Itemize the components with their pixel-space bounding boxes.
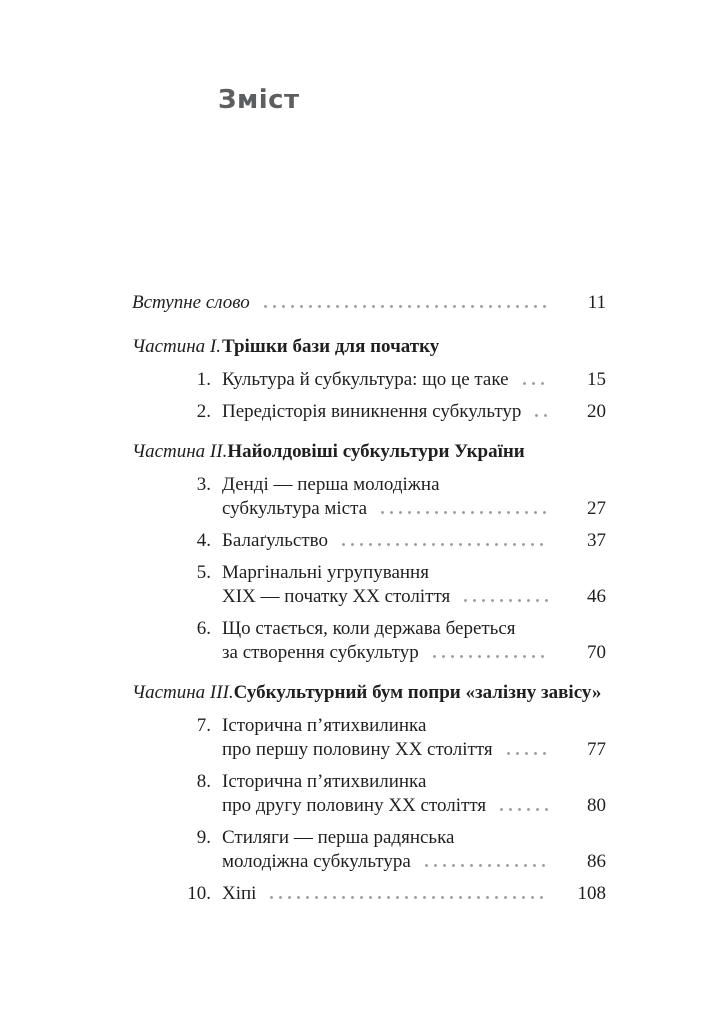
chapter-text: Маргінальні угрупування [222,562,429,583]
chapter-text: про першу половину XX століття [222,739,493,760]
chapter-number: 3. [196,474,211,495]
chapter-text: Хіпі [222,883,257,904]
chapter-text: XIX — початку XX століття [222,586,451,607]
toc-entry [132,617,606,665]
part-label: Частина II. [132,441,228,462]
page-number: 37 [587,530,606,551]
toc-entry [132,368,606,392]
dotted-leader [520,368,548,392]
page-number: 70 [587,642,606,663]
chapter-text: за створення субкультур [222,642,419,663]
toc-entry [132,882,606,906]
dotted-leader [461,585,548,609]
toc-entry [132,561,606,609]
page-number: 20 [587,401,606,422]
part-title: Субкультурний бум попри «залізну завісу» [233,682,602,703]
page-number: 46 [587,586,606,607]
chapter-number: 4. [196,530,211,551]
chapter-text: Стиляги — перша радянська [222,827,455,848]
dotted-leader [261,291,548,315]
page-number: 11 [587,292,606,313]
page-number: 108 [577,883,606,904]
chapter-number: 9. [196,827,211,848]
chapter-text: Історична п’ятихвилинка [222,771,427,792]
chapter-number: 5. [196,562,211,583]
chapter-text: Історична п’ятихвилинка [222,715,427,736]
part-label: Частина III. [132,682,234,703]
dotted-leader [378,497,548,521]
dotted-leader [422,850,548,874]
chapter-number: 10. [187,883,211,904]
part-title: Найолдовіші субкультури України [227,441,525,462]
dotted-leader [267,882,548,906]
chapter-text: Культура й субкультура: що це таке [222,369,509,390]
chapter-text: субкультура міста [222,498,368,519]
dotted-leader [504,738,548,762]
toc-entry [132,826,606,874]
chapter-text: Денді — перша молодіжна [222,474,440,495]
part-label: Частина I. [132,336,221,357]
chapter-text: Передісторія виникнення субкультур [222,401,522,422]
dotted-leader [430,641,548,665]
part-heading [132,440,606,464]
chapter-number: 7. [196,715,211,736]
toc-entry [132,473,606,521]
toc-entry [132,770,606,818]
chapter-number: 2. [196,401,211,422]
page-number: 15 [587,369,606,390]
page-number: 27 [587,498,606,519]
page-number: 80 [587,795,606,816]
part-heading [132,681,606,705]
chapter-number: 6. [196,618,211,639]
page-title: Зміст [218,85,300,115]
chapter-number: 8. [196,771,211,792]
chapter-text: Що стається, коли держава береться [222,618,516,639]
dotted-leader [339,529,548,553]
chapter-number: 1. [196,369,211,390]
toc-entry [132,400,606,424]
toc-entry [132,529,606,553]
part-title: Трішки бази для початку [222,336,440,357]
chapter-text: про другу половину XX століття [222,795,487,816]
part-heading [132,335,606,359]
page-number: 86 [587,851,606,872]
intro-entry [132,291,606,315]
intro-label: Вступне слово [132,292,250,313]
chapter-text: Балаґульство [222,530,328,551]
page-number: 77 [587,739,606,760]
chapter-text: молодіжна субкультура [222,851,411,872]
dotted-leader [497,794,548,818]
dotted-leader [532,400,548,424]
toc-entry [132,714,606,762]
